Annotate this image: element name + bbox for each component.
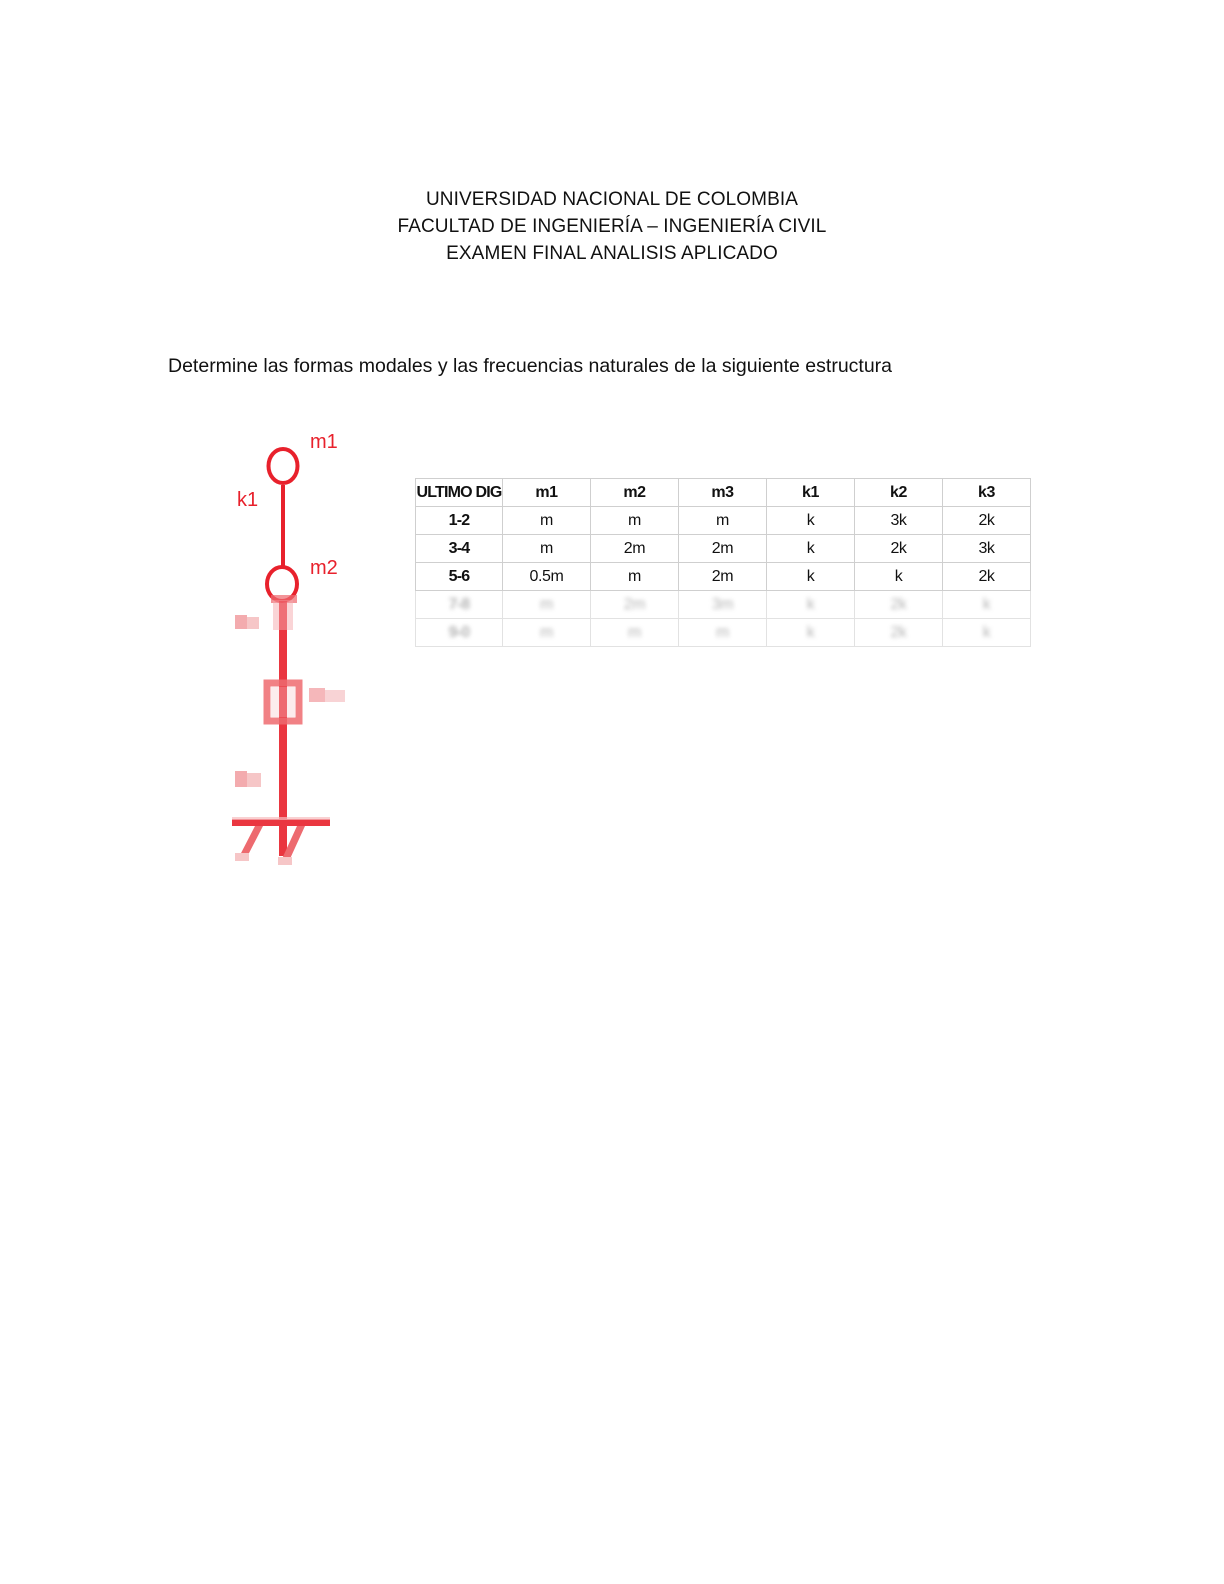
table-cell: k bbox=[767, 507, 855, 535]
exam-header bbox=[0, 186, 1224, 267]
table-cell: m bbox=[503, 591, 591, 619]
table-cell: 2m bbox=[679, 535, 767, 563]
table-cell: k bbox=[767, 563, 855, 591]
table-cell: 0.5m bbox=[503, 563, 591, 591]
table-cell: 2k bbox=[855, 535, 943, 563]
table-row bbox=[416, 563, 1031, 591]
table-cell: 7-8 bbox=[416, 591, 503, 619]
table-cell: m bbox=[591, 563, 679, 591]
table-cell: 3m bbox=[679, 591, 767, 619]
structure-diagram bbox=[215, 425, 355, 875]
table-cell: m bbox=[503, 507, 591, 535]
blurred-lower-structure bbox=[232, 595, 345, 865]
header-cell: k3 bbox=[943, 479, 1031, 507]
blurred-table-row bbox=[416, 591, 1031, 619]
table-cell: m bbox=[503, 619, 591, 647]
question-prompt: Determine las formas modales y las frecuencias naturales de la siguiente estructura bbox=[168, 355, 893, 377]
table-cell: k bbox=[855, 563, 943, 591]
mass-label-m1: m1 bbox=[310, 431, 338, 453]
table-row bbox=[416, 507, 1031, 535]
table-cell: 5-6 bbox=[416, 563, 503, 591]
table-cell: m bbox=[679, 619, 767, 647]
table-cell: k bbox=[767, 619, 855, 647]
exam-title: EXAMEN FINAL ANALISIS APLICADO bbox=[446, 243, 778, 264]
table-cell: 9-0 bbox=[416, 619, 503, 647]
table-cell: k bbox=[943, 619, 1031, 647]
table-header-row bbox=[416, 479, 1031, 507]
table-cell: 2k bbox=[943, 563, 1031, 591]
table-cell: 2k bbox=[943, 507, 1031, 535]
header-cell: m3 bbox=[679, 479, 767, 507]
university-name: UNIVERSIDAD NACIONAL DE COLOMBIA bbox=[425, 189, 798, 210]
spring-label-k1: k1 bbox=[237, 489, 259, 511]
mass-m1-node bbox=[269, 449, 298, 483]
table-cell: 3-4 bbox=[416, 535, 503, 563]
parameters-table bbox=[415, 478, 1031, 647]
table-cell: m bbox=[503, 535, 591, 563]
table-cell: k bbox=[767, 591, 855, 619]
table-cell: k bbox=[943, 591, 1031, 619]
header-cell: ULTIMO DIG bbox=[416, 479, 503, 507]
header-cell: m2 bbox=[591, 479, 679, 507]
table-cell: 3k bbox=[943, 535, 1031, 563]
mass-label-m2: m2 bbox=[310, 557, 338, 579]
table-cell: 2k bbox=[855, 619, 943, 647]
parameters-table-container bbox=[415, 478, 1031, 647]
header-cell: k2 bbox=[855, 479, 943, 507]
table-cell: 2k bbox=[855, 591, 943, 619]
table-cell: k bbox=[767, 535, 855, 563]
table-cell: 1-2 bbox=[416, 507, 503, 535]
table-cell: m bbox=[591, 619, 679, 647]
header-cell: m1 bbox=[503, 479, 591, 507]
header-cell: k1 bbox=[767, 479, 855, 507]
table-cell: 2m bbox=[591, 591, 679, 619]
table-row bbox=[416, 535, 1031, 563]
blurred-table-row bbox=[416, 619, 1031, 647]
table-cell: 2m bbox=[679, 563, 767, 591]
table-cell: 3k bbox=[855, 507, 943, 535]
table-cell: m bbox=[591, 507, 679, 535]
table-cell: m bbox=[679, 507, 767, 535]
faculty-name: FACULTAD DE INGENIERÍA – INGENIERÍA CIVIL bbox=[397, 216, 827, 237]
table-cell: 2m bbox=[591, 535, 679, 563]
